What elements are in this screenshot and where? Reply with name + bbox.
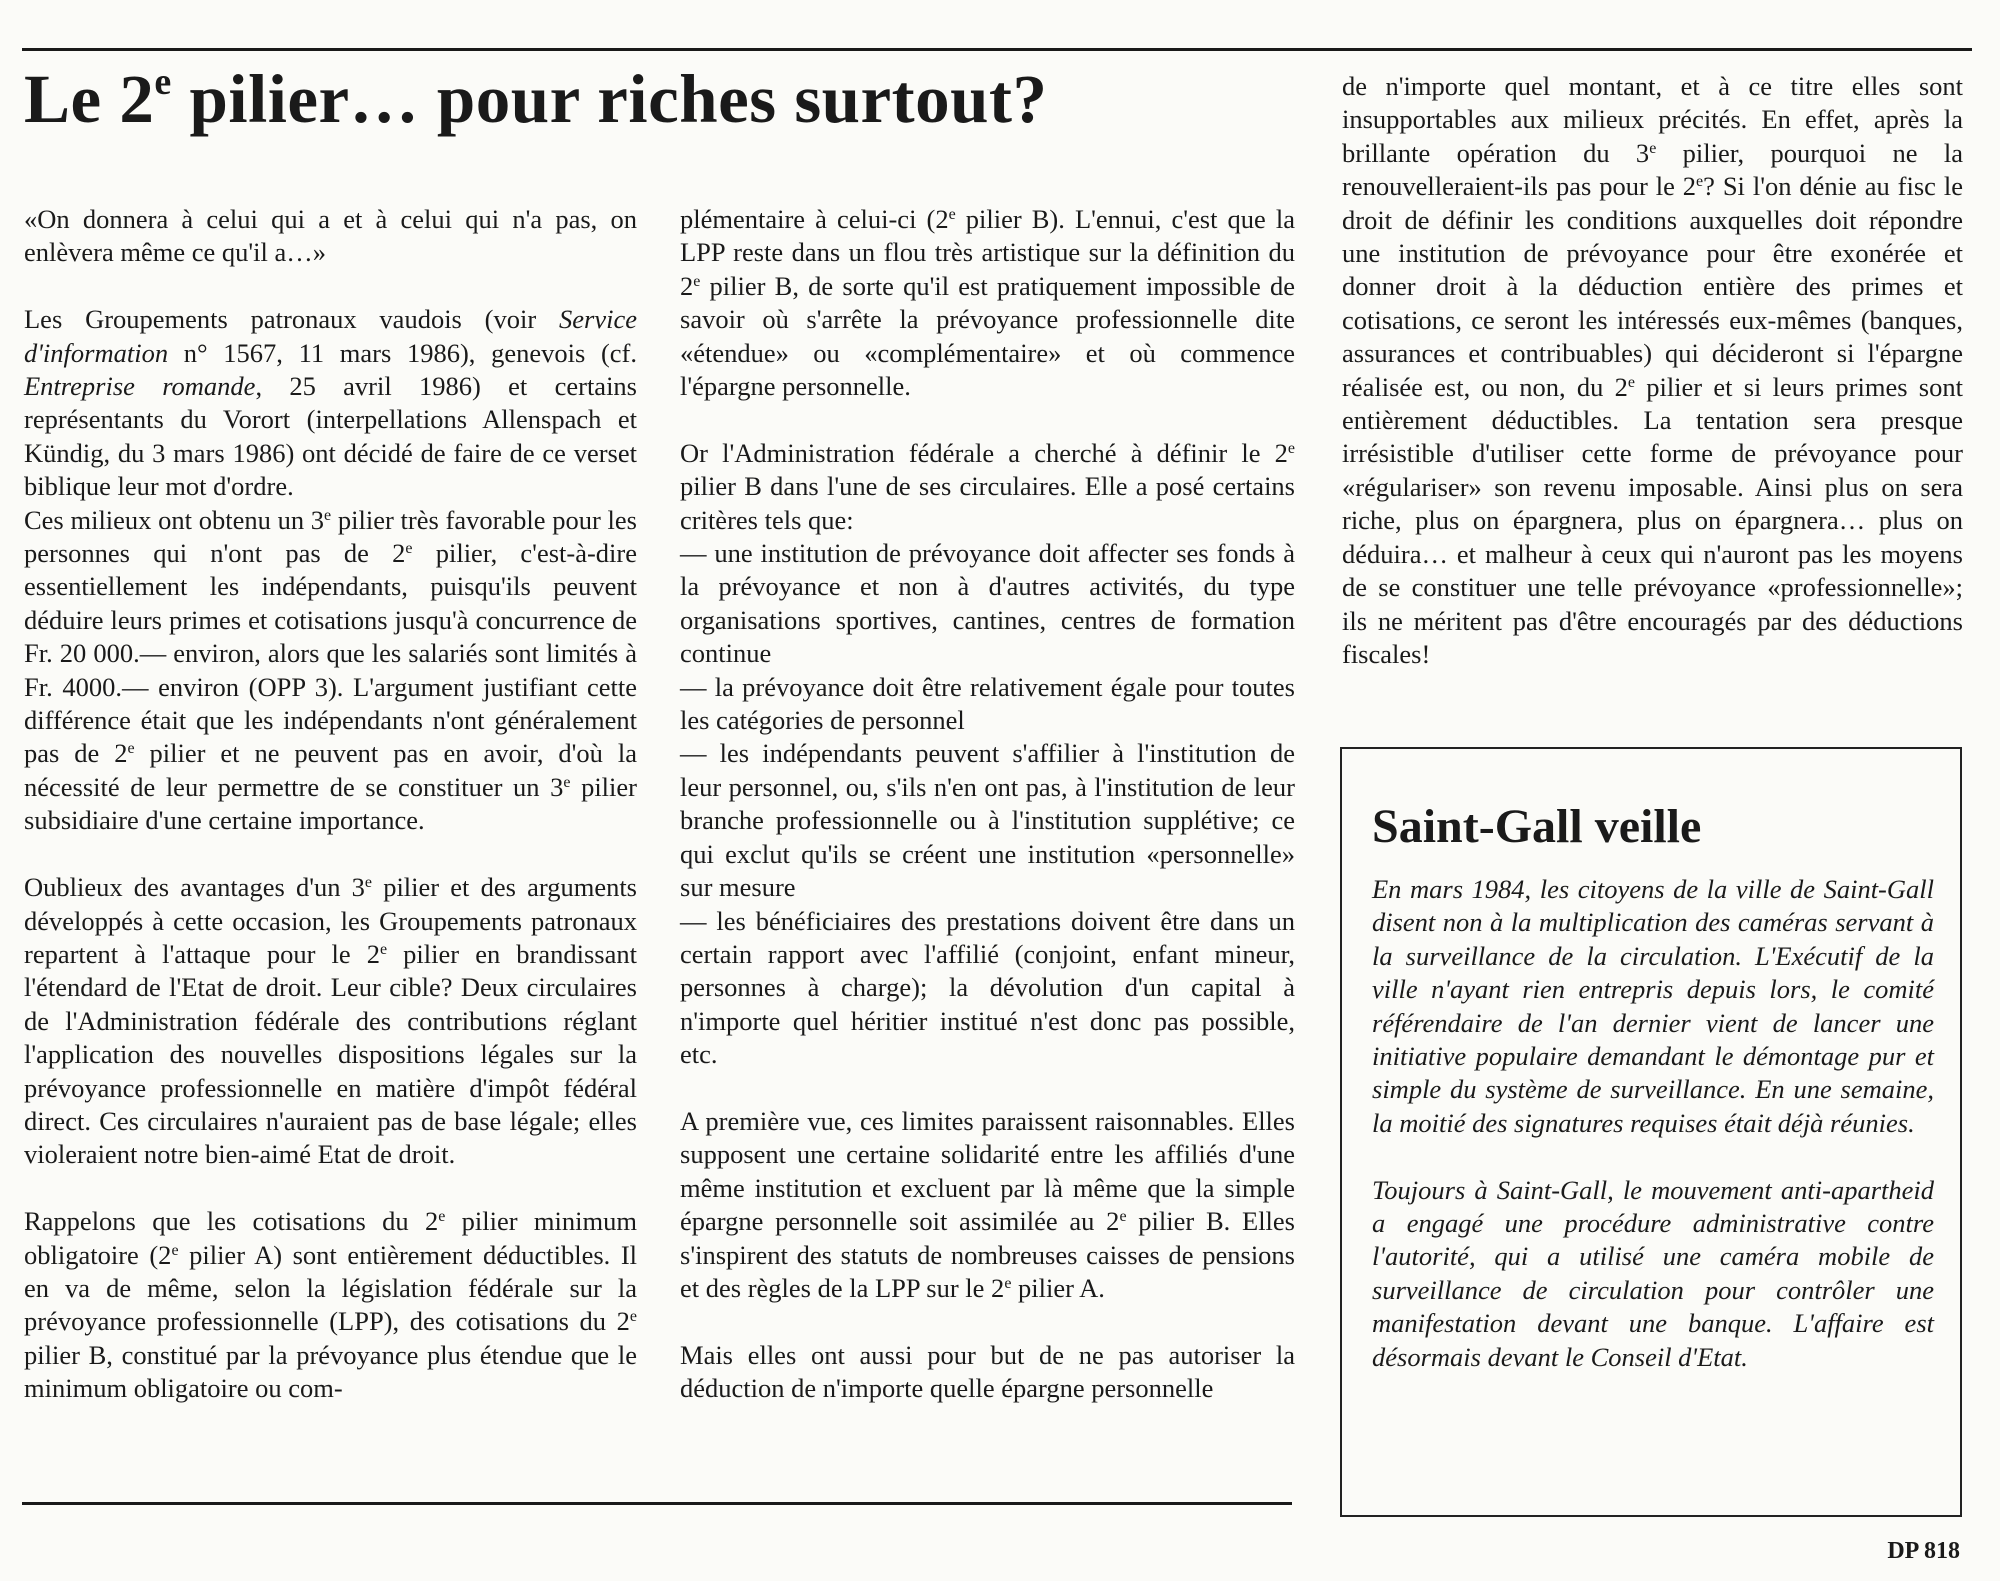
paragraph: plémentaire à celui-ci (2e pilier B). L'ennui, c'est que la LPP reste dans un flou très artistique sur la définition du 2e pilier B, de sorte qu'il est pratiquement impossible de savoir où s'arrête la prévoyance professionnelle dite «étendue» ou «complémentaire» et où commence l'épargne personnelle. [680,204,1295,402]
list-item: — la prévoyance doit être relativement égale pour toutes les catégories de personnel [680,671,1295,736]
paragraph: Les Groupements patronaux vaudois (voir Service d'information n° 1567, 11 mars 1986), genevois (cf. Entreprise romande, 25 avril 1986) et certains représentants du Vorort (interpellations Allenspach et Kündig, du 3 mars 1986) ont décidé de faire de ce verset biblique leur mot d'ordre. [24,304,637,502]
list-item: — une institution de prévoyance doit affecter ses fonds à la prévoyance et non à d'autres activités, du type organisations sportives, cantines, centres de formation continue [680,538,1295,669]
article-column-1 [24,203,637,1406]
paragraph: Ces milieux ont obtenu un 3e pilier très favorable pour les personnes qui n'ont pas de 2e pilier, c'est-à-dire essentiellement les indépendants, puisqu'ils peuvent déduire leurs primes et cotisations jusqu'à concurrence de Fr. 20 000.— environ, alors que les salariés sont limités à Fr. 4000.— environ (OPP 3). L'argument justifiant cette différence était que les indépendants n'ont généralement pas de 2e pilier et ne peuvent pas en avoir, d'où la nécessité de leur permettre de se constituer un 3e pilier subsidiaire d'une certaine importance. [24,504,638,836]
list-item: — les bénéficiaires des prestations doivent être dans un certain rapport avec l'affilié (conjoint, enfant mineur, personnes à charge); la dévolution d'un capital à n'importe quel héritier institué n'est donc pas possible, etc. [680,905,1295,1070]
bottom-rule [22,1502,1292,1505]
list-item: — les indépendants peuvent s'affilier à l'institution de leur personnel, ou, s'ils n'en ont pas, à l'institution de leur branche professionnelle ou à l'institution supplétive; ce qui exclut qu'ils se créent une institution «personnelle» sur mesure [680,738,1295,903]
epigraph-quote: «On donnera à celui qui a et à celui qui n'a pas, on enlèvera même ce qu'il a…» [24,204,637,268]
paragraph: A première vue, ces limites paraissent raisonnables. Elles supposent une certaine solidarité entre les affiliés d'une même institution et excluent par là même que la simple épargne personnelle soit assimilée au 2e pilier B. Elles s'inspirent des statuts de nombreuses caisses de pensions et des règles de la LPP sur le 2e pilier A. [680,1105,1295,1303]
sidebar-title: Saint-Gall veille [1372,800,1702,853]
page-number: DP 818 [1887,1538,1960,1564]
article-column-3 [1342,70,1963,671]
paragraph: de n'importe quel montant, et à ce titre elles sont insupportables aux milieux précités. En effet, après la brillante opération du 3e pilier, pourquoi ne la renouvelleraient-ils pas pour le 2e? Si l'on dénie au fisc le droit de définir les conditions auxquelles doit répondre une institution de prévoyance pour être exonérée et donner droit à la déduction entière des primes et cotisations, ce seront les intéressés eux-mêmes (banques, assurances et contribuables) qui décideront si l'épargne réalisée est, ou non, du 2e pilier et si leurs primes sont entièrement déductibles. La tentation sera presque irrésistible d'utiliser cette forme de prévoyance pour «régulariser» son revenu imposable. Ainsi plus on sera riche, plus on épargnera, plus on épargnera… plus on déduira… et malheur à ceux qui n'auront pas les moyens de se constituer une telle prévoyance «professionnelle»; ils ne méritent pas d'être encouragés par des déductions fiscales! [1342,71,1964,669]
paragraph: Or l'Administration fédérale a cherché à définir le 2e pilier B dans l'une de ses circulaires. Elle a posé certains critères tels que: [680,437,1295,535]
paragraph: Mais elles ont aussi pour but de ne pas autoriser la déduction de n'importe quelle épargne personnelle [680,1339,1295,1404]
paragraph: Rappelons que les cotisations du 2e pilier minimum obligatoire (2e pilier A) sont entièrement déductibles. Il en va de même, selon la législation fédérale sur la prévoyance professionnelle (LPP), des cotisations du 2e pilier B, constitué par la prévoyance plus étendue que le minimum obligatoire ou com- [24,1206,638,1404]
sidebar-paragraph: Toujours à Saint-Gall, le mouvement anti-apartheid a engagé une procédure administrative contre l'autorité, qui a utilisé une caméra mobile de surveillance de circulation pour contrôler une manifestation devant une banque. L'affaire est désormais devant le Conseil d'Etat. [1372,1174,1934,1372]
paragraph: Oublieux des avantages d'un 3e pilier et des arguments développés à cette occasion, les Groupements patronaux repartent à l'attaque pour le 2e pilier en brandissant l'étendard de l'Etat de droit. Leur cible? Deux circulaires de l'Administration fédérale des contributions réglant l'application des nouvelles dispositions légales sur la prévoyance professionnelle en matière d'impôt fédéral direct. Ces circulaires n'auraient pas de base légale; elles violeraient notre bien-aimé Etat de droit. [24,872,637,1170]
article-column-2 [680,203,1295,1406]
sidebar-paragraph: En mars 1984, les citoyens de la ville de Saint-Gall disent non à la multiplication des caméras servant à la surveillance de la circulation. L'Exécutif de la ville n'ayant rien entrepris depuis lors, le comité référendaire de l'an dernier vient de lancer une initiative populaire demandant le démontage pur et simple du système de surveillance. En une semaine, la moitié des signatures requises était déjà réunies. [1372,874,1934,1138]
sidebar-body [1372,873,1934,1374]
top-rule [22,48,1972,51]
sidebar-box [1340,747,1962,1517]
article-title: Le 2e pilier… pour riches surtout? [24,61,1048,137]
